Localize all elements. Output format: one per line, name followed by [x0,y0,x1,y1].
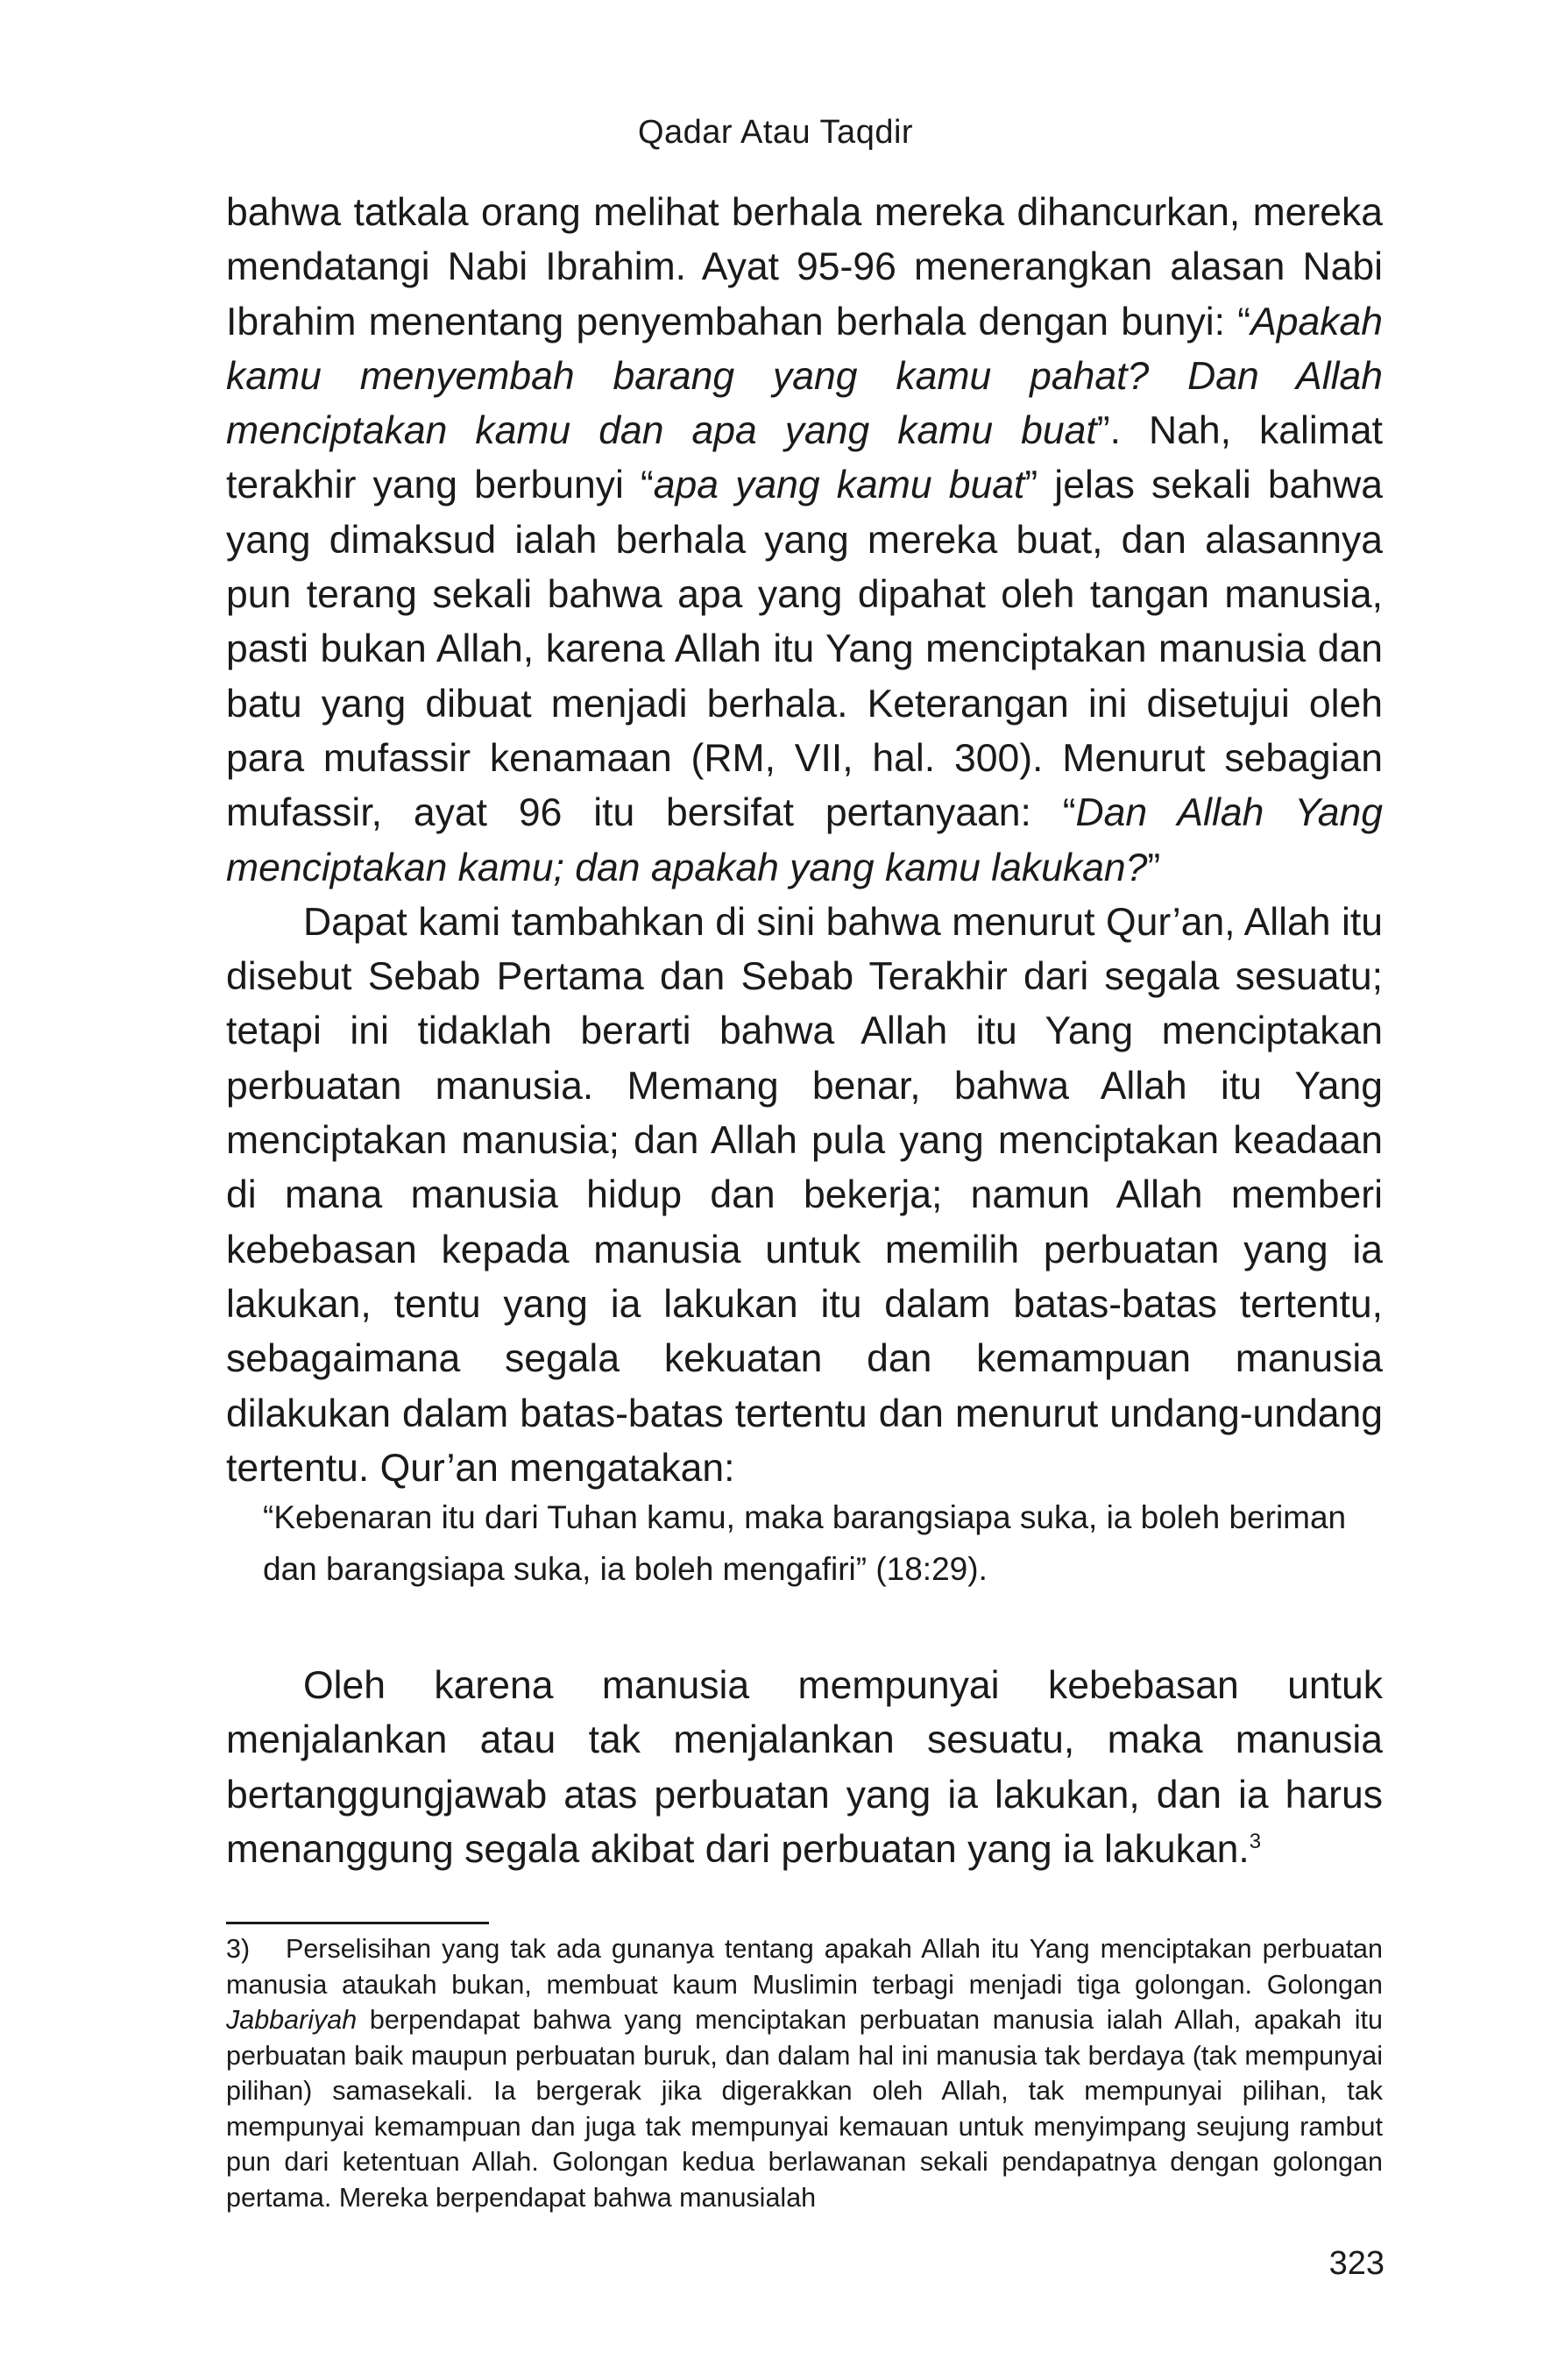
footnote-divider [226,1922,489,1924]
page-number: 323 [1328,2245,1385,2282]
running-header: Qadar Atau Taqdir [637,114,914,151]
footnote-reference[interactable]: 3 [1249,1830,1262,1854]
quote-text: “Kebenaran itu dari Tuhan kamu, maka barangsiapa suka, ia boleh beriman dan barangsiapa suka, ia boleh mengafiri” (18:29). [263,1499,1347,1587]
block-quote [263,1491,1348,1595]
footnote-text: 3) Perselisihan yang tak ada gunanya tentang apakah Allah itu Yang menciptakan perbuatan manusia ataukah bukan, membuat kaum Muslimin terbagi menjadi tiga golongan. Golongan Jabbariyah berpendapat bahwa yang menciptakan perbuatan manusia ialah Allah, apakah itu perbuatan baik maupun perbuatan buruk, dan dalam hal ini manusia tak berdaya (tak mempunyai pilihan) samasekali. Ia bergerak jika digerakkan oleh Allah, tak mempunyai pilihan, tak mempunyai kemampuan dan juga tak mempunyai kemauan untuk menyimpang seujung rambut pun dari ketentuan Allah. Golongan kedua berlawanan sekali pendapatnya dengan golongan pertama. Mereka berpendapat bahwa manusialah [226,1931,1383,2215]
closing-text [226,1659,1383,1877]
main-text [226,186,1383,1496]
paragraph-2: Dapat kami tambahkan di sini bahwa menurut Qur’an, Allah itu disebut Sebab Pertama dan Sebab Terakhir dari segala sesuatu; tetapi ini tidaklah berarti bahwa Allah itu Yang menciptakan perbuatan manusia. Memang benar, bahwa Allah itu Yang menciptakan manusia; dan Allah pula yang menciptakan keadaan di mana manusia hidup dan bekerja; namun Allah memberi kebebasan kepada manusia untuk memilih perbuatan yang ia lakukan, tentu yang ia lakukan itu dalam batas-batas tertentu, sebagaimana segala kekuatan dan kemampuan manusia dilakukan dalam batas-batas tertentu dan menurut undang-undang tertentu. Qur’an mengatakan: [226,900,1383,1490]
footnote-number: 3) [226,1934,251,1964]
paragraph-1: bahwa tatkala orang melihat berhala mereka dihancurkan, mereka mendatangi Nabi Ibrahim. Ayat 95-96 menerangkan alasan Nabi Ibrahim menentang penyembahan berhala dengan bunyi: “Apakah kamu menyembah barang yang kamu pahat? Dan Allah menciptakan kamu dan apa yang kamu buat”. Nah, kalimat terakhir yang berbunyi “apa yang kamu buat” jelas sekali bahwa yang dimaksud ialah berhala yang mereka buat, dan alasannya pun terang sekali bahwa apa yang dipahat oleh tangan manusia, pasti bukan Allah, karena Allah itu Yang menciptakan manusia dan batu yang dibuat menjadi berhala. Keterangan ini disetujui oleh para mufassir kenamaan (RM, VII, hal. 300). Menurut sebagian mufassir, ayat 96 itu bersifat pertanyaan: “Dan Allah Yang menciptakan kamu; dan apakah yang kamu lakukan?” [226,191,1384,889]
paragraph-3: Oleh karena manusia mempunyai kebebasan untuk menjalankan atau tak menjalankan sesuatu, maka manusia bertanggungjawab atas perbuatan yang ia lakukan, dan ia harus menanggung segala akibat dari perbuatan yang ia lakukan.$^3$ [226,1664,1383,1871]
footnote [226,1931,1383,2215]
